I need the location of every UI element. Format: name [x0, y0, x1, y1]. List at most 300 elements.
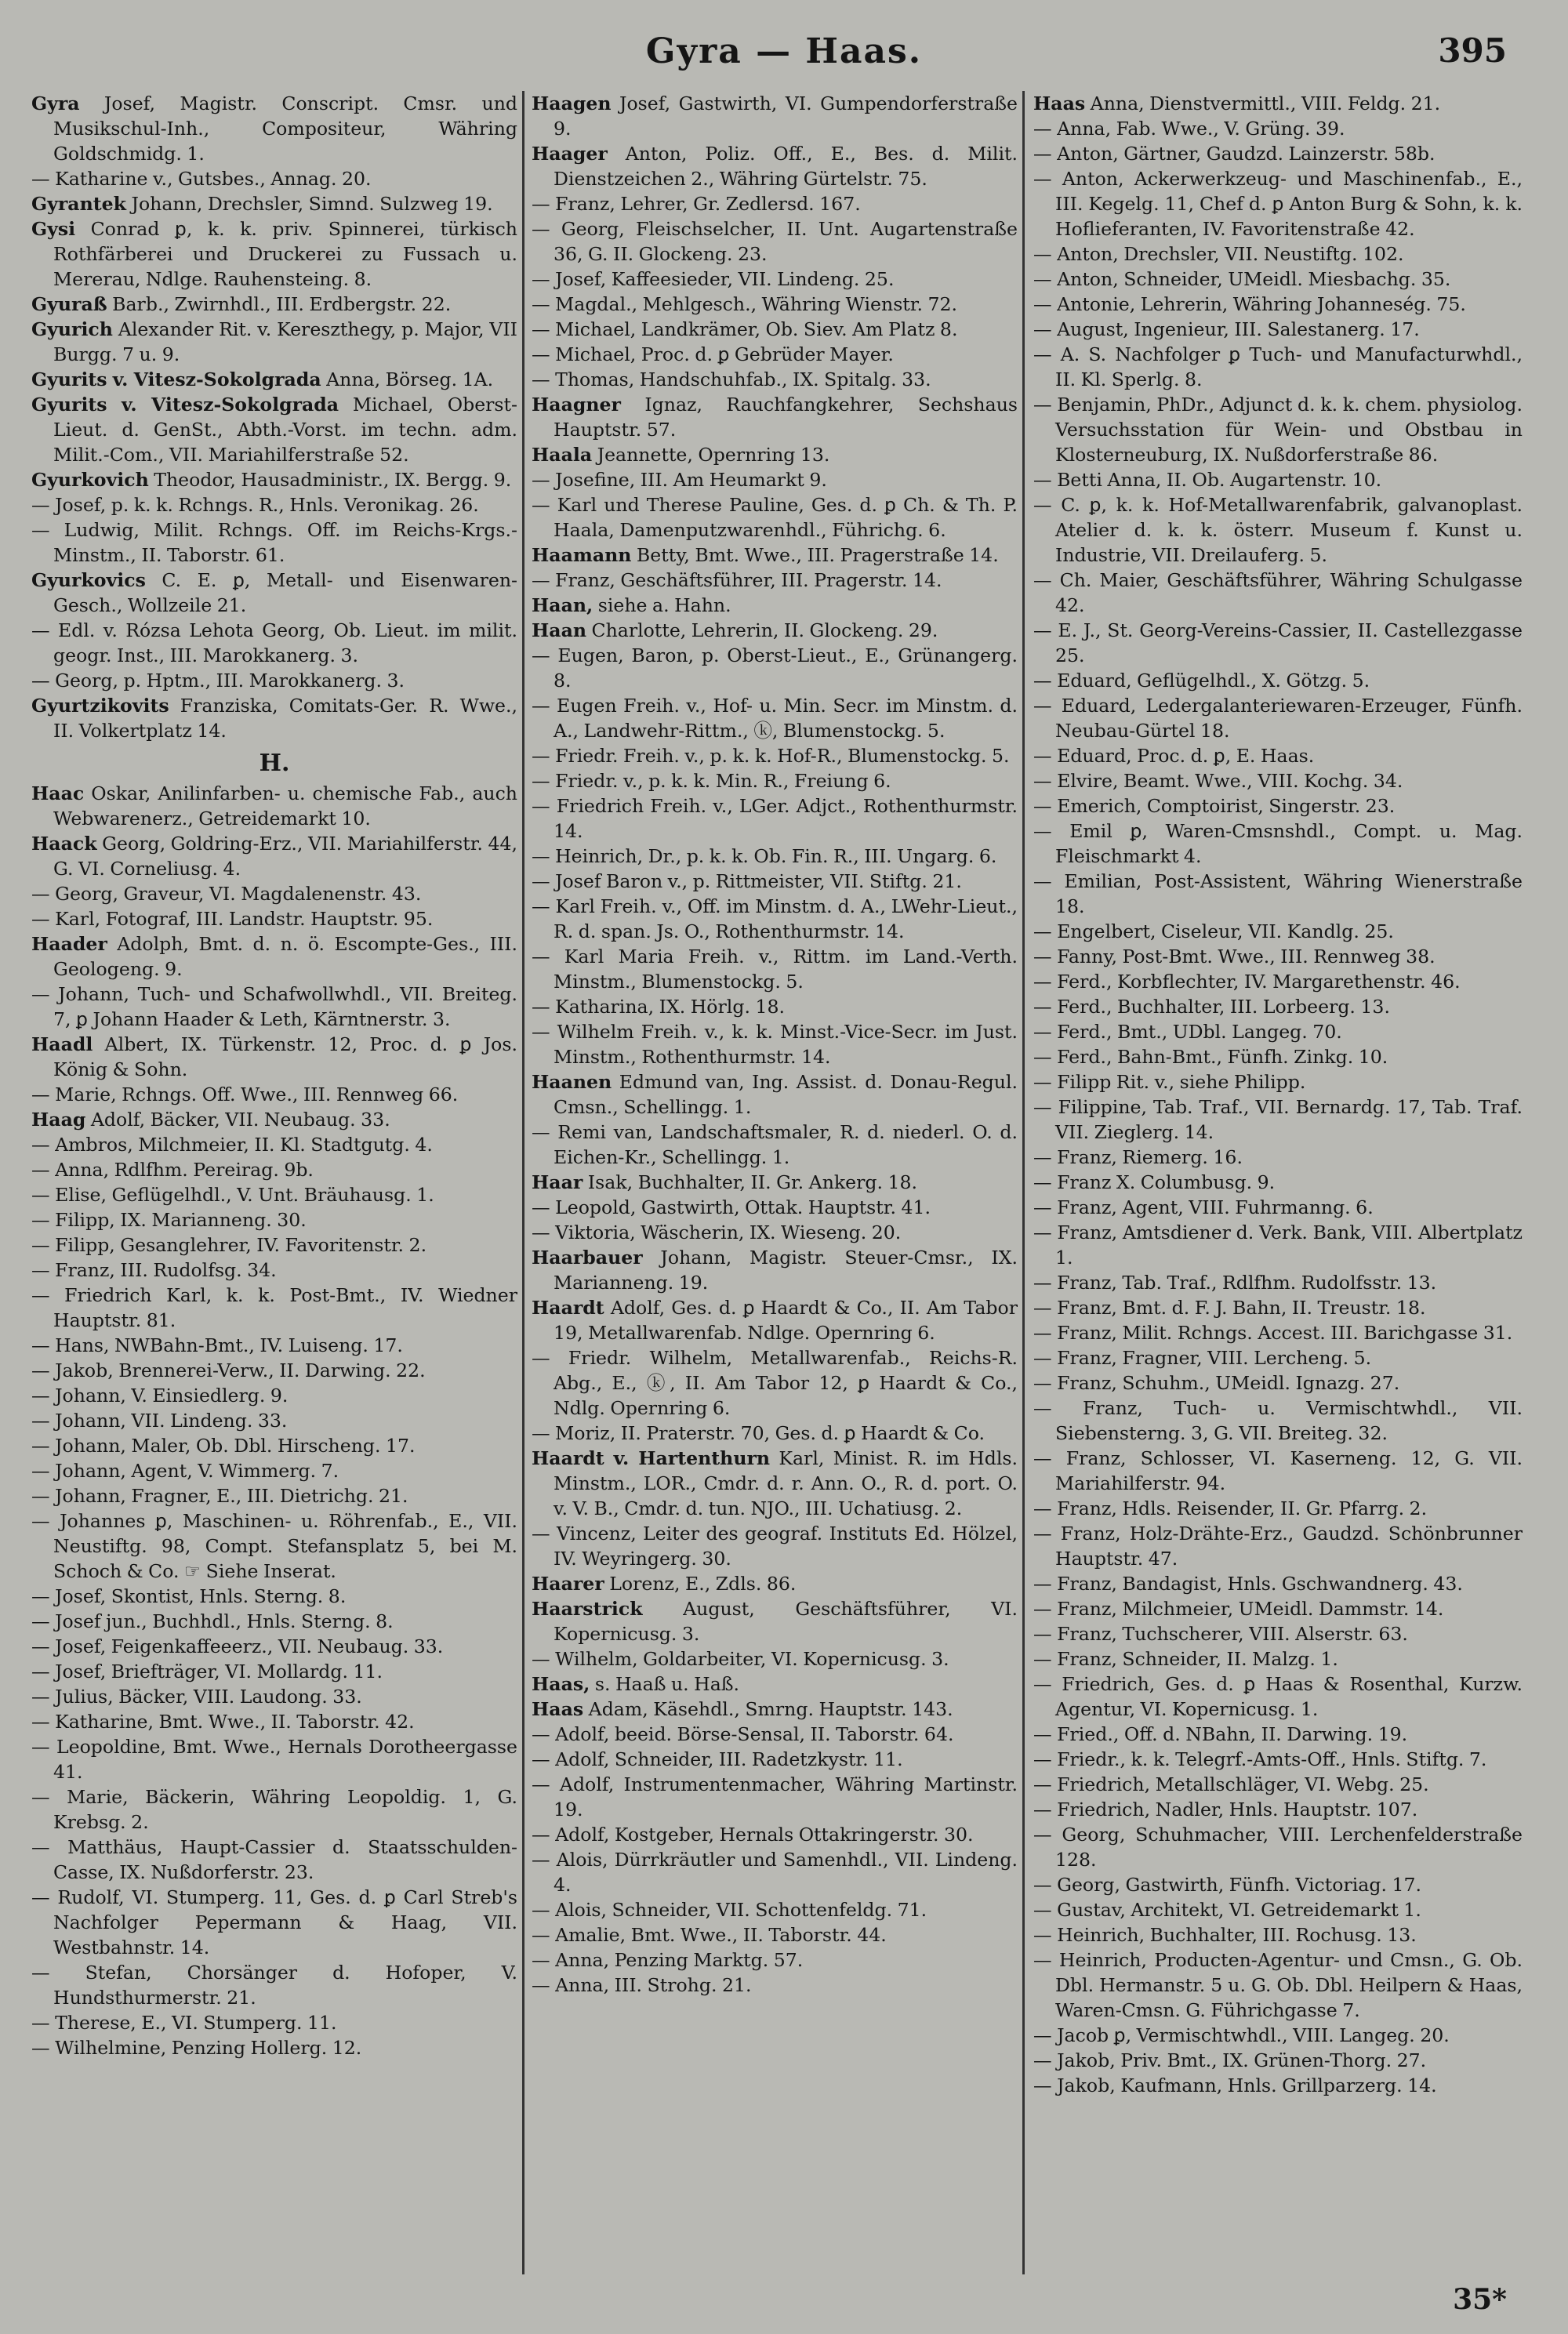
entry-details: — Ludwig, Milit. Rchngs. Off. im Reichs-Krgs.-Minstm., II. Taborstr. 61. [31, 519, 517, 566]
entry-surname: Haac [31, 782, 85, 804]
entry-details: — Emilian, Post-Assistent, Währing Wienerstraße 18. [1033, 870, 1523, 917]
entry-details: — Friedrich, Metallschläger, VI. Webg. 25. [1033, 1773, 1429, 1795]
directory-entry [31, 2010, 517, 2035]
entry-details: — Franz, Schneider, II. Malzg. 1. [1033, 1648, 1338, 1670]
directory-entry [1033, 568, 1523, 618]
entry-details: Albert, IX. Türkenstr. 12, Proc. d. ꝑ Jos. König & Sohn. [53, 1033, 517, 1080]
entry-details: — Wilhelmine, Penzing Hollerg. 12. [31, 2037, 362, 2059]
directory-entry [532, 1747, 1018, 1772]
directory-entry [31, 166, 517, 191]
entry-details: — Franz X. Columbusg. 9. [1033, 1171, 1276, 1193]
entry-details: — Franz, Bmt. d. F. J. Bahn, II. Treustr. 18. [1033, 1297, 1426, 1319]
entry-details: — Marie, Bäckerin, Währing Leopoldig. 1, G. Krebsg. 2. [31, 1786, 517, 1833]
entry-details: — Fried., Off. d. NBahn, II. Darwing. 19. [1033, 1723, 1408, 1745]
entry-details: — Franz, Schlosser, VI. Kaserneng. 12, G. VII. Mariahilferstr. 94. [1033, 1447, 1523, 1494]
entry-details: — Josef Baron v., p. Rittmeister, VII. Stiftg. 21. [532, 870, 962, 892]
entry-surname: Haack [31, 833, 97, 855]
entry-details: — Remi van, Landschaftsmaler, R. d. niederl. O. d. Eichen-Kr., Schellingg. 1. [532, 1121, 1018, 1168]
directory-entry [1033, 342, 1523, 392]
entry-details: — Antonie, Lehrerin, Währing Johanneség. 75. [1033, 293, 1466, 315]
entry-details: Karl, Minist. R. im Hdls. Minstm., LOR., Cmdr. d. r. Ann. O., R. d. port. O. v. V. B., Cmdr. d. tun. NJO., III. Uchatiusg. 2. [554, 1447, 1018, 1519]
entry-details: August, Geschäftsführer, VI. Kopernicusg. 3. [554, 1598, 1018, 1645]
entry-details: — Ferd., Bahn-Bmt., Fünfh. Zinkg. 10. [1033, 1046, 1388, 1068]
entry-details: — Franz, Bandagist, Hnls. Gschwandnerg. 43. [1033, 1573, 1463, 1595]
entry-details: — Anton, Drechsler, VII. Neustiftg. 102. [1033, 243, 1404, 265]
directory-entry [31, 467, 517, 492]
directory-entry [1033, 2073, 1523, 2098]
directory-entry [31, 1458, 517, 1483]
entry-surname: Gyurits v. Vitesz-Sokolgrada [31, 394, 339, 416]
entry-details: — Adolf, beeid. Börse-Sensal, II. Taborstr. 64. [532, 1723, 954, 1745]
directory-entry [31, 906, 517, 931]
directory-entry [532, 543, 1018, 568]
entry-details: — Anna, III. Strohg. 21. [532, 1974, 752, 1996]
directory-entry [532, 342, 1018, 367]
entry-details: — Anton, Ackerwerkzeug- und Maschinenfab., E., III. Kegelg. 11, Chef d. ꝑ Anton Burg & Sohn, k. k. Hoflieferanten, IV. Favoritenstraße 42. [1033, 168, 1523, 240]
entry-details: — Benjamin, PhDr., Adjunct d. k. k. chem. physiolog. Versuchsstation für Wein- und Obstbau in Klosterneuburg, IX. Nußdorferstraße 86. [1033, 394, 1523, 466]
entry-details: — Friedrich Karl, k. k. Post-Bmt., IV. Wiedner Hauptstr. 81. [31, 1284, 517, 1331]
directory-entry [1033, 317, 1523, 342]
column-divider [1022, 91, 1025, 2274]
entry-details: — Franz, III. Rudolfsg. 34. [31, 1259, 277, 1281]
directory-entry [1033, 1521, 1523, 1571]
entry-details: — Karl Maria Freih. v., Rittm. im Land.-Verth. Minstm., Blumenstockg. 5. [532, 946, 1018, 993]
directory-entry [1033, 292, 1523, 317]
directory-entry [1033, 1446, 1523, 1496]
entry-details: — Michael, Landkrämer, Ob. Siev. Am Platz 8. [532, 318, 958, 340]
directory-entry [1033, 919, 1523, 944]
entry-surname: Haadl [31, 1033, 93, 1055]
directory-entry [532, 1195, 1018, 1220]
entry-details: — Anna, Rdlfhm. Pereirag. 9b. [31, 1159, 314, 1181]
directory-entry [532, 1019, 1018, 1069]
directory-entry [532, 392, 1018, 442]
entry-details: — Franz, Schuhm., UMeidl. Ignazg. 27. [1033, 1372, 1400, 1394]
directory-entry [31, 292, 517, 317]
directory-entry [532, 1596, 1018, 1646]
directory-entry [1033, 467, 1523, 492]
entry-details: — Friedr. v., p. k. k. Min. R., Freiung 6. [532, 770, 891, 792]
directory-entry [1033, 1496, 1523, 1521]
entry-details: Johann, Magistr. Steuer-Cmsr., IX. Marianneng. 19. [554, 1247, 1018, 1294]
entry-details: — Franz, Milit. Rchngs. Accest. III. Barichgasse 31. [1033, 1322, 1513, 1344]
entry-details: — Franz, Geschäftsführer, III. Pragerstr. 14. [532, 569, 942, 591]
directory-entry [1033, 1797, 1523, 1822]
entry-surname: Haagen [532, 93, 612, 114]
entry-details: — Eduard, Geflügelhdl., X. Götzg. 5. [1033, 670, 1370, 691]
directory-entry [1033, 1747, 1523, 1772]
entry-surname: Haarer [532, 1573, 604, 1595]
directory-entry [1033, 2023, 1523, 2048]
directory-entry [532, 1973, 1018, 1998]
directory-entry [532, 618, 1018, 643]
entry-surname: Haanen [532, 1071, 612, 1093]
directory-entry [1033, 793, 1523, 819]
directory-entry [532, 1772, 1018, 1822]
entry-details: — Marie, Rchngs. Off. Wwe., III. Rennweg 66. [31, 1084, 459, 1105]
entry-details: — Friedr., k. k. Telegrf.-Amts-Off., Hnls. Stiftg. 7. [1033, 1748, 1487, 1770]
entry-details: — Franz, Riemerg. 16. [1033, 1146, 1243, 1168]
directory-entry [532, 643, 1018, 693]
directory-entry [532, 844, 1018, 869]
directory-entry [532, 994, 1018, 1019]
entry-details: — Josef, Feigenkaffeeerz., VII. Neubaug. 33. [31, 1635, 444, 1657]
directory-entry [31, 1483, 517, 1508]
directory-entry [532, 894, 1018, 944]
entry-details: Franziska, Comitats-Ger. R. Wwe., II. Volkertplatz 14. [53, 695, 517, 742]
entry-details: Anna, Dienstvermittl., VIII. Feldg. 21. [1085, 93, 1441, 114]
directory-entry [1033, 492, 1523, 568]
entry-details: — Katharina, IX. Hörlg. 18. [532, 996, 785, 1018]
section-letter: H. [259, 750, 290, 777]
entry-details: — Wilhelm, Goldarbeiter, VI. Kopernicusg. 3. [532, 1648, 949, 1670]
entry-details: — Georg, p. Hptm., III. Marokkanerg. 3. [31, 670, 405, 691]
directory-entry [31, 392, 517, 467]
entry-details: — Franz, Milchmeier, UMeidl. Dammstr. 14. [1033, 1598, 1444, 1620]
directory-entry [31, 781, 517, 831]
entry-details: Charlotte, Lehrerin, II. Glockeng. 29. [586, 619, 938, 641]
directory-entry [1033, 1947, 1523, 2023]
directory-entry [532, 793, 1018, 844]
directory-entry [1033, 1019, 1523, 1044]
entry-details: Adam, Käsehdl., Smrng. Hauptstr. 143. [583, 1698, 953, 1720]
directory-entry [532, 1120, 1018, 1170]
directory-entry [532, 442, 1018, 467]
entry-details: — Friedrich, Ges. d. ꝑ Haas & Rosenthal, Kurzw. Agentur, VI. Kopernicusg. 1. [1033, 1673, 1523, 1720]
entry-details: — Leopold, Gastwirth, Ottak. Hauptstr. 41. [532, 1196, 931, 1218]
directory-entry [31, 517, 517, 568]
entry-details: — Ambros, Milchmeier, II. Kl. Stadtgutg. 4. [31, 1134, 433, 1156]
entry-details: — Thomas, Handschuhfab., IX. Spitalg. 33. [532, 368, 931, 390]
entry-details: — Franz, Hdls. Reisender, II. Gr. Pfarrg. 2. [1033, 1497, 1428, 1519]
entry-details: Anna, Börseg. 1A. [321, 368, 494, 390]
directory-entry [31, 982, 517, 1032]
directory-entry [31, 1383, 517, 1408]
directory-entry [532, 91, 1018, 141]
entry-details: — Alois, Dürrkräutler und Samenhdl., VII. Lindeng. 4. [532, 1849, 1018, 1896]
directory-entry [532, 1646, 1018, 1672]
directory-entry [532, 1922, 1018, 1947]
entry-surname: Haala [532, 444, 593, 466]
directory-entry [532, 1295, 1018, 1345]
entry-details: Adolph, Bmt. d. n. ö. Escompte-Ges., III. Geologeng. 9. [53, 933, 517, 980]
entry-surname: Haas [532, 1698, 584, 1720]
entry-details: — Emerich, Comptoirist, Singerstr. 23. [1033, 795, 1396, 817]
directory-entry [31, 1508, 517, 1584]
entry-details: — Josef, Briefträger, VI. Mollardg. 11. [31, 1661, 383, 1682]
directory-entry [31, 91, 517, 166]
entry-details: — Eugen, Baron, p. Oberst-Lieut., E., Grünangerg. 8. [532, 644, 1018, 691]
entry-surname: Haager [532, 143, 608, 165]
entry-details: — Eduard, Proc. d. ꝑ, E. Haas. [1033, 745, 1315, 767]
directory-entry [1033, 1094, 1523, 1145]
entry-surname: Haas, [532, 1673, 590, 1695]
entry-surname: Haardt v. Hartenthurn [532, 1447, 771, 1469]
entry-details: — Johann, V. Einsiedlerg. 9. [31, 1385, 289, 1407]
entry-surname: Haan [532, 619, 587, 641]
entry-details: Johann, Drechsler, Simnd. Sulzweg 19. [126, 193, 493, 215]
entry-details: — Filippine, Tab. Traf., VII. Bernardg. 17, Tab. Traf. VII. Zieglerg. 14. [1033, 1096, 1523, 1143]
page-header [0, 31, 1568, 78]
entry-surname: Gyurkovics [31, 569, 146, 591]
entry-details: — Therese, E., VI. Stumperg. 11. [31, 2012, 337, 2034]
entry-details: — Franz, Holz-Drähte-Erz., Gaudzd. Schönbrunner Hauptstr. 47. [1033, 1523, 1523, 1570]
directory-entry [532, 317, 1018, 342]
directory-entry [31, 1207, 517, 1232]
directory-entry [1033, 668, 1523, 693]
entry-surname: Haas [1033, 93, 1086, 114]
directory-entry [31, 881, 517, 906]
directory-entry [532, 693, 1018, 743]
entry-details: — Eduard, Ledergalanteriewaren-Erzeuger, Fünfh. Neubau-Gürtel 18. [1033, 695, 1523, 742]
directory-entry [1033, 267, 1523, 292]
directory-entry [1033, 1822, 1523, 1872]
entry-surname: Gyurkovich [31, 469, 149, 491]
entry-details: — Filipp Rit. v., siehe Philipp. [1033, 1071, 1306, 1093]
entry-surname: Haarstrick [532, 1598, 643, 1620]
directory-entry [1033, 969, 1523, 994]
entry-details: Josef, Gastwirth, VI. Gumpendorferstraße 9. [554, 93, 1018, 140]
entry-details: — Magdal., Mehlgesch., Währing Wienstr. 72. [532, 293, 958, 315]
directory-entry [532, 292, 1018, 317]
directory-entry [31, 1408, 517, 1433]
entry-details: — Heinrich, Dr., p. k. k. Ob. Fin. R., III. Ungarg. 6. [532, 845, 997, 867]
directory-entry [1033, 1044, 1523, 1069]
directory-entry [532, 1672, 1018, 1697]
entry-details: Georg, Goldring-Erz., VII. Mariahilferstr. 44, G. VI. Corneliusg. 4. [53, 833, 517, 880]
directory-entry [31, 1433, 517, 1458]
entry-details: Edmund van, Ing. Assist. d. Donau-Regul. Cmsn., Schellingg. 1. [554, 1071, 1018, 1118]
entry-details: — Jakob, Kaufmann, Hnls. Grillparzerg. 14. [1033, 2074, 1437, 2096]
directory-entry [1033, 392, 1523, 467]
directory-entry [1033, 1220, 1523, 1270]
directory-entry [31, 367, 517, 392]
entry-details: — Gustav, Architekt, VI. Getreidemarkt 1. [1033, 1899, 1421, 1921]
entry-details: — Adolf, Schneider, III. Radetzkystr. 11. [532, 1748, 903, 1770]
directory-entry [31, 693, 517, 743]
directory-entry [31, 1960, 517, 2010]
entry-details: — Hans, NWBahn-Bmt., IV. Luiseng. 17. [31, 1334, 403, 1356]
directory-entry [1033, 1345, 1523, 1370]
directory-entry [1033, 743, 1523, 768]
entry-details: — Johann, Fragner, E., III. Dietrichg. 21. [31, 1485, 408, 1507]
directory-entry [1033, 994, 1523, 1019]
directory-entry [1033, 1646, 1523, 1672]
entry-surname: Haan, [532, 594, 593, 616]
directory-entry [532, 1521, 1018, 1571]
directory-column-3 [1033, 91, 1523, 2278]
entry-details: — Georg, Schuhmacher, VIII. Lerchenfelderstraße 128. [1033, 1824, 1523, 1871]
entry-details: — Katharine, Bmt. Wwe., II. Taborstr. 42. [31, 1711, 415, 1733]
entry-details: — Elvire, Beamt. Wwe., VIII. Kochg. 34. [1033, 770, 1403, 792]
entry-details: — Jakob, Brennerei-Verw., II. Darwing. 22. [31, 1359, 426, 1381]
entry-details: — Georg, Graveur, VI. Magdalenenstr. 43. [31, 883, 422, 905]
directory-entry [532, 593, 1018, 618]
directory-entry [1033, 1872, 1523, 1897]
directory-entry [31, 1157, 517, 1182]
directory-entry [532, 1421, 1018, 1446]
directory-entry [532, 1446, 1018, 1521]
directory-entry [31, 668, 517, 693]
entry-details: — C. ꝑ, k. k. Hof-Metallwarenfabrik, galvanoplast. Atelier d. k. k. österr. Museum f. Kunst u. Industrie, VII. Dreilauferg. 5. [1033, 494, 1523, 566]
entry-details: — Friedrich Freih. v., LGer. Adjct., Rothenthurmstr. 14. [532, 795, 1018, 842]
directory-column-1 [31, 91, 517, 2278]
directory-entry [31, 191, 517, 216]
directory-entry [31, 1609, 517, 1634]
directory-entry [31, 1283, 517, 1333]
directory-entry [532, 141, 1018, 191]
directory-entry [1033, 1772, 1523, 1797]
entry-details: — Filipp, Gesanglehrer, IV. Favoritenstr. 2. [31, 1234, 427, 1256]
entry-details: — Julius, Bäcker, VIII. Laudong. 33. [31, 1686, 362, 1708]
entry-details: — Engelbert, Ciseleur, VII. Kandlg. 25. [1033, 920, 1394, 942]
directory-entry [532, 1069, 1018, 1120]
directory-entry [1033, 1672, 1523, 1722]
entry-details: s. Haaß u. Haß. [590, 1673, 740, 1695]
entry-details: Betty, Bmt. Wwe., III. Pragerstraße 14. [631, 544, 999, 566]
entry-details: — Johann, Agent, V. Wimmerg. 7. [31, 1460, 339, 1482]
directory-entry [1033, 618, 1523, 668]
entry-surname: Gyurits v. Vitesz-Sokolgrada [31, 368, 321, 390]
entry-surname: Gyurtzikovits [31, 695, 169, 717]
entry-details: — Rudolf, VI. Stumperg. 11, Ges. d. ꝑ Carl Streb's Nachfolger Pepermann & Haag, VII. Westbahnstr. 14. [31, 1886, 517, 1958]
entry-details: — Josefine, III. Am Heumarkt 9. [532, 469, 827, 491]
entry-details: — Anton, Schneider, UMeidl. Miesbachg. 35. [1033, 268, 1451, 290]
entry-details: — Vincenz, Leiter des geograf. Instituts Ed. Hölzel, IV. Weyringerg. 30. [532, 1523, 1018, 1570]
entry-details: — Adolf, Instrumentenmacher, Währing Martinstr. 19. [532, 1773, 1018, 1820]
directory-entry [532, 1571, 1018, 1596]
directory-entry [532, 267, 1018, 292]
directory-entry [31, 1182, 517, 1207]
directory-entry [532, 1170, 1018, 1195]
entry-details: — Katharine v., Gutsbes., Annag. 20. [31, 168, 372, 190]
entry-details: — Friedr. Wilhelm, Metallwarenfab., Reichs-R. Abg., E., ⓚ, II. Am Tabor 12, ꝑ Haardt & Co., Ndlg. Opernring 6. [532, 1347, 1018, 1419]
entry-details: — Franz, Amtsdiener d. Verk. Bank, VIII. Albertplatz 1. [1033, 1221, 1523, 1269]
directory-entry [31, 831, 517, 881]
entry-surname: Haardt [532, 1297, 604, 1319]
entry-details: — Michael, Proc. d. ꝑ Gebrüder Mayer. [532, 343, 894, 365]
entry-details: — Josef, Kaffeesieder, VII. Lindeng. 25. [532, 268, 895, 290]
directory-entry [532, 1847, 1018, 1897]
entry-details: — Friedr. Freih. v., p. k. k. Hof-R., Blumenstockg. 5. [532, 745, 1010, 767]
directory-entry [1033, 2048, 1523, 2073]
entry-surname: Haader [31, 933, 107, 955]
entry-details: — Franz, Lehrer, Gr. Zedlersd. 167. [532, 193, 861, 215]
entry-details: — Karl, Fotograf, III. Landstr. Hauptstr. 95. [31, 908, 434, 930]
entry-surname: Haagner [532, 394, 621, 416]
running-title: Gyra — Haas. [645, 31, 923, 71]
directory-entry [1033, 1722, 1523, 1747]
entry-details: — Johannes ꝑ, Maschinen- u. Röhrenfab., E., VII. Neustiftg. 98, Compt. Stefansplatz 5, bei M. Schoch & Co. ☞ Siehe Inserat. [31, 1510, 517, 1582]
entry-details: — Leopoldine, Bmt. Wwe., Hernals Dorotheergasse 41. [31, 1736, 517, 1783]
entry-details: Alexander Rit. v. Kereszthegy, p. Major, VII Burgg. 7 u. 9. [53, 318, 517, 365]
entry-details: — Jacob ꝑ, Vermischtwhdl., VIII. Langeg. 20. [1033, 2024, 1450, 2046]
directory-entry [1033, 768, 1523, 793]
entry-details: — Friedrich, Nadler, Hnls. Hauptstr. 107. [1033, 1799, 1418, 1820]
entry-details: Josef, Magistr. Conscript. Cmsr. und Musikschul-Inh., Compositeur, Währing Goldschmidg. 1. [53, 93, 517, 165]
entry-surname: Gyra [31, 93, 80, 114]
entry-details: — Betti Anna, II. Ob. Augartenstr. 10. [1033, 469, 1382, 491]
entry-details: Jeannette, Opernring 13. [592, 444, 830, 466]
entry-surname: Haag [31, 1109, 86, 1131]
directory-entry [1033, 693, 1523, 743]
entry-details: — Viktoria, Wäscherin, IX. Wieseng. 20. [532, 1221, 902, 1243]
entry-details: — Edl. v. Rózsa Lehota Georg, Ob. Lieut. im milit. geogr. Inst., III. Marokkanerg. 3. [31, 619, 517, 666]
entry-details: — Fanny, Post-Bmt. Wwe., III. Rennweg 38. [1033, 946, 1436, 967]
entry-surname: Gyrantek [31, 193, 126, 215]
directory-entry [1033, 1596, 1523, 1621]
entry-details: — Filipp, IX. Marianneng. 30. [31, 1209, 307, 1231]
entry-details: — Heinrich, Buchhalter, III. Rochusg. 13. [1033, 1924, 1417, 1946]
entry-details: — Josef jun., Buchhdl., Hnls. Sterng. 8. [31, 1610, 394, 1632]
directory-entry [31, 1082, 517, 1107]
directory-entry [31, 618, 517, 668]
directory-entry [31, 1784, 517, 1835]
directory-entry [532, 1697, 1018, 1722]
entry-details: — Anna, Fab. Wwe., V. Grüng. 39. [1033, 118, 1345, 140]
directory-entry [1033, 1897, 1523, 1922]
directory-entry [532, 492, 1018, 543]
entry-surname: Gyuraß [31, 293, 107, 315]
entry-details: Oskar, Anilinfarben- u. chemische Fab., auch Webwarenerz., Getreidemarkt 10. [53, 782, 517, 829]
directory-entry [532, 1947, 1018, 1973]
entry-details: — Franz, Tab. Traf., Rdlfhm. Rudolfsstr. 13. [1033, 1272, 1437, 1294]
entry-details: Isak, Buchhalter, II. Gr. Ankerg. 18. [583, 1171, 918, 1193]
directory-entry [31, 568, 517, 618]
directory-entry [532, 1897, 1018, 1922]
directory-entry [31, 1358, 517, 1383]
directory-entry [1033, 166, 1523, 241]
directory-entry [1033, 1320, 1523, 1345]
directory-entry [31, 1734, 517, 1784]
directory-entry [1033, 1270, 1523, 1295]
directory-entry [1033, 1195, 1523, 1220]
entry-details: — Franz, Agent, VIII. Fuhrmanng. 6. [1033, 1196, 1374, 1218]
directory-entry [1033, 1370, 1523, 1396]
entry-details: — Karl und Therese Pauline, Ges. d. ꝑ Ch. & Th. P. Haala, Damenputzwarenhdl., Führichg. 6. [532, 494, 1018, 541]
directory-entry [31, 1684, 517, 1709]
directory-entry [1033, 819, 1523, 869]
entry-details: — Elise, Geflügelhdl., V. Unt. Bräuhausg. 1. [31, 1184, 434, 1206]
entry-details: — Ferd., Bmt., UDbl. Langeg. 70. [1033, 1021, 1342, 1043]
entry-details: — Wilhelm Freih. v., k. k. Minst.-Vice-Secr. im Just. Minstm., Rothenthurmstr. 14. [532, 1021, 1018, 1068]
directory-entry [1033, 1621, 1523, 1646]
entry-details: — August, Ingenieur, III. Salestanerg. 17. [1033, 318, 1420, 340]
directory-entry [31, 1885, 517, 1960]
entry-details: — Amalie, Bmt. Wwe., II. Taborstr. 44. [532, 1924, 887, 1946]
entry-surname: Gysi [31, 218, 76, 240]
entry-surname: Haamann [532, 544, 632, 566]
entry-details: — Karl Freih. v., Off. im Minstm. d. A., LWehr-Lieut., R. d. span. Js. O., Rothenthurmstr. 14. [532, 895, 1018, 942]
directory-column-2 [532, 91, 1018, 2278]
entry-details: — Alois, Schneider, VII. Schottenfeldg. 71. [532, 1899, 927, 1921]
entry-details: — Adolf, Kostgeber, Hernals Ottakringerstr. 30. [532, 1824, 974, 1846]
entry-details: — Matthäus, Haupt-Cassier d. Staatsschulden-Casse, IX. Nußdorferstr. 23. [31, 1836, 517, 1883]
entry-details: — Johann, Maler, Ob. Dbl. Hirscheng. 17. [31, 1435, 416, 1457]
directory-entry [31, 1709, 517, 1734]
entry-details: — Georg, Fleischselcher, II. Unt. Augartenstraße 36, G. II. Glockeng. 23. [532, 218, 1018, 265]
entry-details: Michael, Oberst-Lieut. d. GenSt., Abth.-Vorst. im techn. adm. Milit.-Com., VII. Mariahilferstraße 52. [53, 394, 517, 466]
entry-details: — Josef, Skontist, Hnls. Sterng. 8. [31, 1585, 347, 1607]
directory-entry [31, 1132, 517, 1157]
directory-entry [1033, 1295, 1523, 1320]
directory-entry [1033, 116, 1523, 141]
entry-details: — Ferd., Buchhalter, III. Lorbeerg. 13. [1033, 996, 1390, 1018]
directory-entry [532, 1345, 1018, 1421]
directory-entry [1033, 869, 1523, 919]
column-divider [522, 91, 524, 2274]
entry-details: — Ferd., Korbflechter, IV. Margarethenstr. 46. [1033, 971, 1461, 993]
